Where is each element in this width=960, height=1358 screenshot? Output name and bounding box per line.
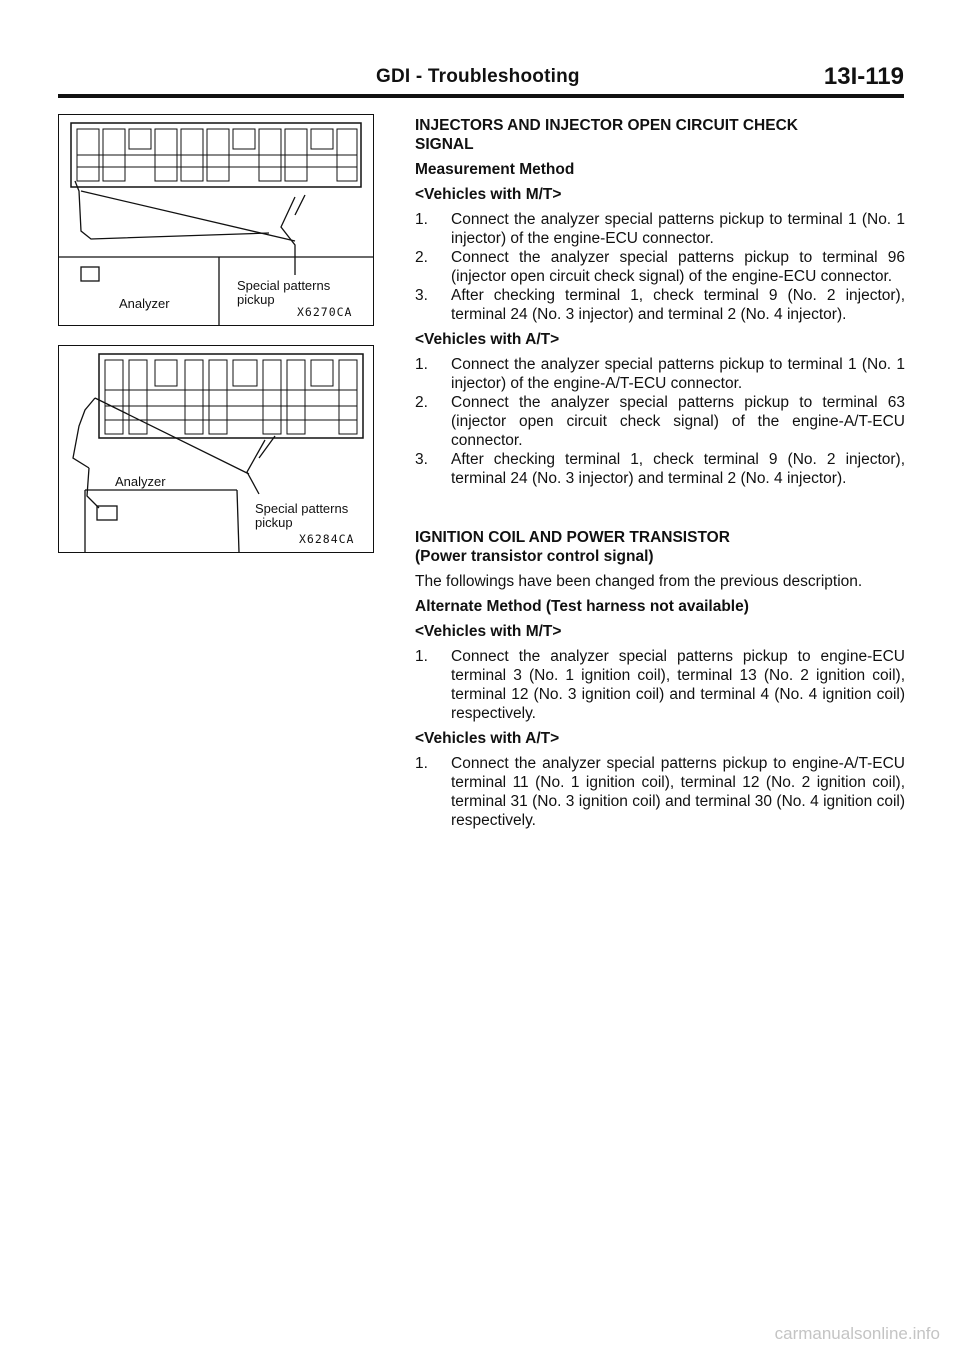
step-item: 2. Connect the analyzer special patterns pickup to terminal 96 (injector open circuit check signal) of the engine-ECU connector.	[415, 249, 905, 285]
vehicle-mt-label: <Vehicles with M/T>	[415, 186, 562, 203]
section-heading-injectors-2: SIGNAL	[415, 136, 474, 153]
step-item: 1. Connect the analyzer special patterns pickup to terminal 1 (No. 1 injector) of the engine-ECU connector.	[415, 211, 905, 247]
pickup-label-line1: Special patterns	[237, 278, 331, 293]
connector-block	[99, 354, 363, 438]
connector-diagram-at	[59, 346, 373, 552]
vehicle-mt-label: <Vehicles with M/T>	[415, 623, 562, 640]
step-item: 1. Connect the analyzer special patterns pickup to engine-A/T-ECU terminal 11 (No. 1 ignition coil), terminal 12 (No. 2 ignition coil), terminal 31 (No. 3 ignition coil) and terminal 30 (No. 4 ignition coil) respectively.	[415, 755, 905, 829]
page-title: GDI - Troubleshooting	[376, 66, 580, 87]
vehicle-at-label: <Vehicles with A/T>	[415, 730, 560, 747]
page-header	[58, 60, 904, 98]
section-subheading-ignition: (Power transistor control signal)	[415, 548, 654, 565]
vehicle-at-label: <Vehicles with A/T>	[415, 331, 560, 348]
step-item: 1. Connect the analyzer special patterns pickup to engine-ECU terminal 3 (No. 1 ignition coil), terminal 13 (No. 2 ignition coil), terminal 12 (No. 3 ignition coil) and terminal 4 (No. 4 ignition coil) respectively.	[415, 648, 905, 722]
pickup-probe-wires	[73, 398, 275, 508]
connector-diagram-mt	[59, 115, 373, 325]
connector-block	[71, 123, 361, 187]
pickup-label-line1: Special patterns	[255, 501, 349, 516]
step-item: 3. After checking terminal 1, check terminal 9 (No. 2 injector), terminal 24 (No. 3 injector) and terminal 2 (No. 4 injector).	[415, 451, 905, 487]
alternate-method-heading: Alternate Method (Test harness not available)	[415, 598, 749, 615]
step-item: 3. After checking terminal 1, check terminal 9 (No. 2 injector), terminal 24 (No. 3 injector) and terminal 2 (No. 4 injector).	[415, 287, 905, 323]
main-content	[415, 116, 905, 830]
analyzer-label: Analyzer	[119, 296, 170, 311]
method-heading: Measurement Method	[415, 161, 575, 178]
page-number: 13I-119	[823, 63, 904, 90]
section-heading-injectors-1: INJECTORS AND INJECTOR OPEN CIRCUIT CHECK	[415, 117, 798, 134]
step-item: 1. Connect the analyzer special patterns pickup to terminal 1 (No. 1 injector) of the engine-A/T-ECU connector.	[415, 356, 905, 392]
pickup-label-line2: pickup	[237, 292, 275, 307]
section-intro: The followings have been changed from the previous description.	[415, 573, 863, 590]
step-item: 2. Connect the analyzer special patterns pickup to terminal 63 (injector open circuit check signal) of the engine-A/T-ECU connector.	[415, 394, 905, 449]
figure-at-connector	[58, 345, 374, 553]
site-watermark: carmanualsonline.info	[774, 1324, 940, 1343]
figure-code: X6270CA	[297, 305, 353, 319]
pickup-probe-wires	[75, 181, 305, 275]
figure-mt-connector	[58, 114, 374, 326]
pickup-label-line2: pickup	[255, 515, 293, 530]
analyzer-label: Analyzer	[115, 474, 166, 489]
figure-code: X6284CA	[299, 532, 355, 546]
analyzer-box	[85, 490, 239, 552]
section-heading-ignition: IGNITION COIL AND POWER TRANSISTOR	[415, 529, 730, 546]
